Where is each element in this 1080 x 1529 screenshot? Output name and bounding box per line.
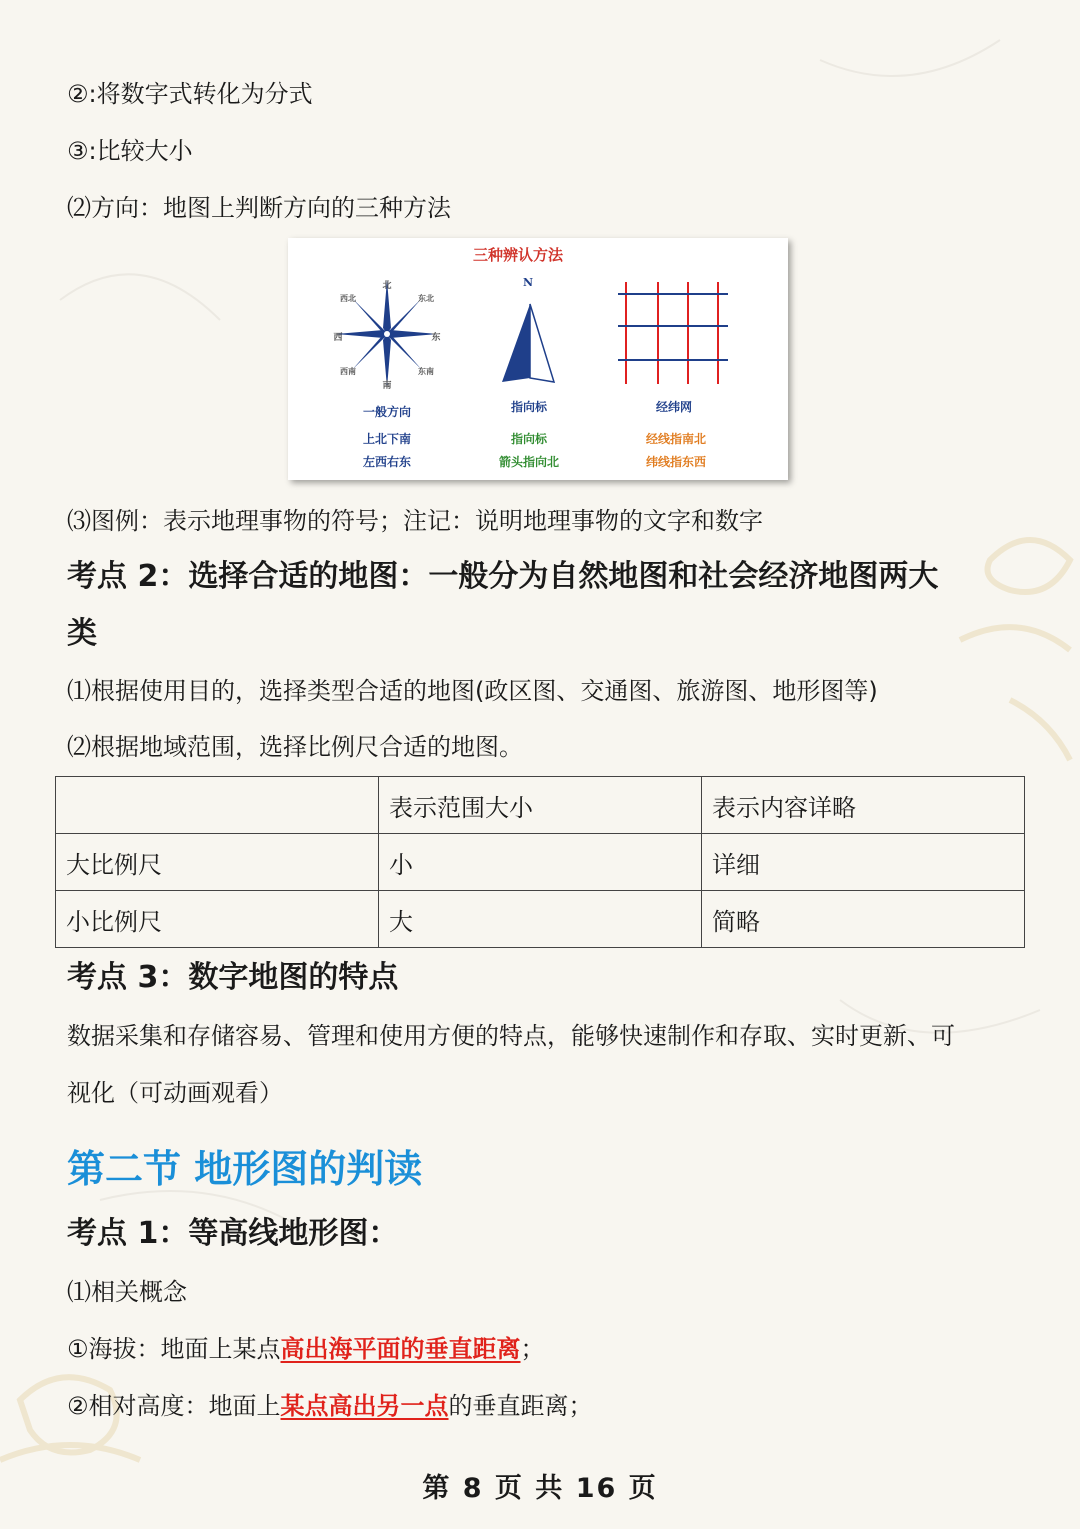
compass-e: 东 <box>431 333 441 343</box>
legend-text: ⑶图例：表示地理事物的符号；注记：说明地理事物的文字和数字 <box>67 507 763 535</box>
kaodian-3-heading: 考点 3：数字地图的特点 <box>67 960 399 995</box>
compass-n: 北 <box>382 281 392 291</box>
altitude-highlight: 高出海平面的垂直距离 <box>280 1335 521 1363</box>
lat-long-grid-icon <box>618 280 728 386</box>
arrow-rule-1: 指向标 <box>510 432 548 446</box>
arrow-caption: 指向标 <box>510 400 548 414</box>
figure-title: 三种辨认方法 <box>472 246 564 264</box>
altitude-definition <box>67 1333 545 1365</box>
table-header-row <box>56 777 1025 834</box>
kaodian-2-item-1: ⑴根据使用目的，选择类型合适的地图(政区图、交通图、旅游图、地形图等) <box>67 677 878 705</box>
kaodian-3-line-2: 视化（可动画观看） <box>67 1079 283 1107</box>
compass-rule-1: 上北下南 <box>362 432 412 446</box>
table-header-cell: 表示范围大小 <box>379 777 702 834</box>
compass-nw: 西北 <box>340 293 356 303</box>
arrow-rule-2: 箭头指向北 <box>498 455 560 469</box>
direction-heading: ⑵方向：地图上判断方向的三种方法 <box>67 194 451 222</box>
compass-ne: 东北 <box>418 293 434 303</box>
table-cell: 详细 <box>702 834 1025 891</box>
section-2-kaodian-1-heading: 考点 1：等高线地形图： <box>67 1216 399 1251</box>
compass-rule-2: 左西右东 <box>362 455 412 469</box>
compass-caption: 一般方向 <box>362 405 412 419</box>
relative-highlight: 某点高出另一点 <box>280 1392 449 1420</box>
table-cell: 小比例尺 <box>56 891 379 948</box>
page-footer: 第 8 页 共 16 页 <box>422 1473 658 1504</box>
kaodian-2-item-2: ⑵根据地域范围，选择比例尺合适的地图。 <box>67 733 523 761</box>
relative-prefix: ②相对高度：地面上 <box>67 1392 281 1420</box>
table-header-cell <box>56 777 379 834</box>
grid-rule-1: 经线指南北 <box>645 432 707 446</box>
compass-w: 西 <box>333 333 343 343</box>
table-row <box>56 891 1025 948</box>
relative-height-definition <box>67 1390 593 1422</box>
compass-se: 东南 <box>418 366 434 376</box>
grid-rule-2: 纬线指东西 <box>645 455 707 469</box>
scale-comparison-table <box>55 776 1025 948</box>
table-cell: 简略 <box>702 891 1025 948</box>
grid-caption: 经纬网 <box>655 400 693 414</box>
compass-s: 南 <box>382 381 392 391</box>
step-2-text: ②:将数字式转化为分式 <box>67 80 313 108</box>
north-label: N <box>522 276 534 289</box>
table-row <box>56 834 1025 891</box>
kaodian-3-line-1: 数据采集和存储容易、管理和使用方便的特点，能够快速制作和存取、实时更新、可 <box>67 1022 955 1050</box>
table-cell: 小 <box>379 834 702 891</box>
step-3-text: ③:比较大小 <box>67 137 193 165</box>
compass-sw: 西南 <box>340 366 356 376</box>
kaodian-2-heading-line-1: 考点 2：选择合适的地图：一般分为自然地图和社会经济地图两大 <box>67 559 939 594</box>
kaodian-2-heading-line-2: 类 <box>67 616 97 651</box>
section-2-title: 第二节 地形图的判读 <box>67 1147 423 1191</box>
altitude-prefix: ①海拔：地面上某点 <box>67 1335 281 1363</box>
direction-methods-figure <box>288 238 788 480</box>
north-arrow-icon <box>498 300 558 386</box>
table-cell: 大 <box>379 891 702 948</box>
table-cell: 大比例尺 <box>56 834 379 891</box>
altitude-suffix: ； <box>520 1335 545 1363</box>
concept-heading: ⑴相关概念 <box>67 1278 187 1306</box>
relative-suffix: 的垂直距离； <box>448 1392 593 1420</box>
table-header-cell: 表示内容详略 <box>702 777 1025 834</box>
